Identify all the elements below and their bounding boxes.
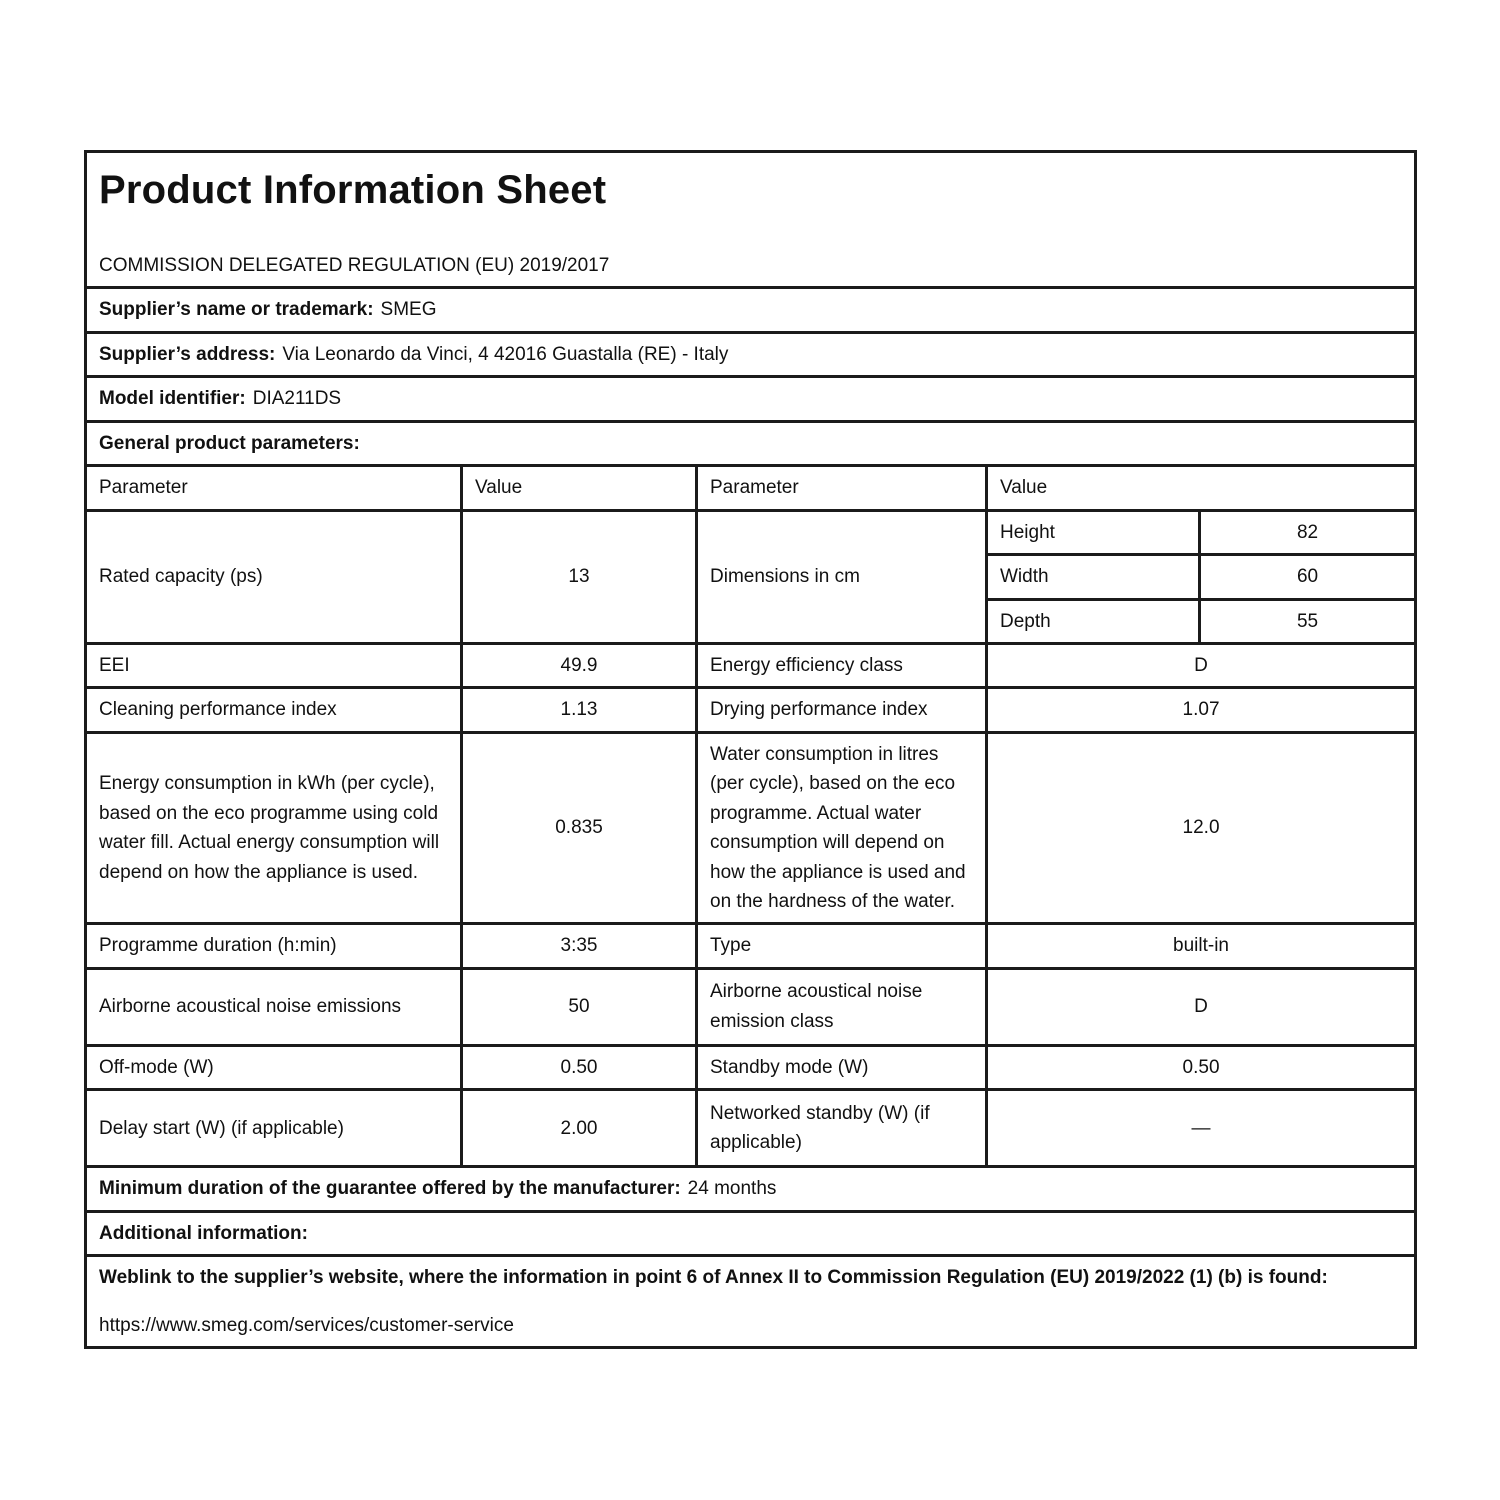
table-row-consumption: [86, 732, 1416, 924]
dim-height-value: 82: [1200, 510, 1416, 554]
dim-height-label: Height: [987, 510, 1200, 554]
param-standby-mode: Standby mode (W): [697, 1045, 987, 1089]
dim-width-value: 60: [1200, 555, 1416, 599]
supplier-name-row: [86, 288, 1416, 332]
additional-info-row: [86, 1211, 1416, 1255]
supplier-name-value: SMEG: [380, 299, 437, 321]
general-params-label: General product parameters:: [86, 421, 1416, 465]
header-value-1: Value: [462, 466, 697, 510]
param-networked-standby: Networked standby (W) (if applicable): [697, 1090, 987, 1167]
sheet-table: [84, 150, 1417, 1349]
guarantee-row: [86, 1167, 1416, 1211]
param-cleaning-index: Cleaning performance index: [86, 688, 462, 732]
page-title: Product Information Sheet: [99, 168, 607, 212]
param-noise-emissions: Airborne acoustical noise emissions: [86, 968, 462, 1045]
param-water-consumption: Water consumption in litres (per cycle), based on the eco programme. Actual water consumption will depend on how the appliance is used and on the hardness of the water.: [697, 732, 987, 924]
supplier-address-row: [86, 332, 1416, 376]
value-standby-mode: 0.50: [987, 1045, 1416, 1089]
param-eei: EEI: [86, 643, 462, 687]
additional-info-label: Additional information:: [86, 1211, 1416, 1255]
dim-width-label: Width: [987, 555, 1200, 599]
product-information-sheet: [84, 150, 1414, 1349]
dim-depth-value: 55: [1200, 599, 1416, 643]
value-noise-emissions: 50: [462, 968, 697, 1045]
dim-depth-label: Depth: [987, 599, 1200, 643]
table-row-noise: [86, 968, 1416, 1045]
param-dimensions: Dimensions in cm: [697, 510, 987, 643]
value-off-mode: 0.50: [462, 1045, 697, 1089]
table-row-cleaning: [86, 688, 1416, 732]
value-energy-consumption: 0.835: [462, 732, 697, 924]
supplier-address-value: Via Leonardo da Vinci, 4 42016 Guastalla (RE) - Italy: [282, 343, 729, 365]
guarantee-value: 24 months: [687, 1178, 777, 1200]
regulation-subtitle: COMMISSION DELEGATED REGULATION (EU) 2019/2017: [99, 255, 610, 276]
header-parameter-2: Parameter: [697, 466, 987, 510]
model-identifier-row: [86, 377, 1416, 421]
params-header-row: [86, 466, 1416, 510]
title-row: [86, 152, 1416, 288]
param-programme-duration: Programme duration (h:min): [86, 924, 462, 968]
table-row-delay: [86, 1090, 1416, 1167]
param-rated-capacity: Rated capacity (ps): [86, 510, 462, 643]
value-type: built-in: [987, 924, 1416, 968]
param-delay-start: Delay start (W) (if applicable): [86, 1090, 462, 1167]
table-row-capacity: [86, 510, 1416, 554]
supplier-name-label: Supplier’s name or trademark:: [99, 299, 374, 321]
model-identifier-value: DIA211DS: [252, 388, 342, 410]
value-eei: 49.9: [462, 643, 697, 687]
param-energy-consumption: Energy consumption in kWh (per cycle), based on the eco programme using cold water fill. Actual energy consumption will depend on how the appliance is used.: [86, 732, 462, 924]
weblink-label: Weblink to the supplier’s website, where the information in point 6 of Annex II to Commission Regulation (EU) 2019/2022 (1) (b) is found:: [99, 1267, 1328, 1289]
value-programme-duration: 3:35: [462, 924, 697, 968]
value-drying-index: 1.07: [987, 688, 1416, 732]
value-noise-class: D: [987, 968, 1416, 1045]
table-row-offmode: [86, 1045, 1416, 1089]
value-cleaning-index: 1.13: [462, 688, 697, 732]
model-identifier-label: Model identifier:: [99, 388, 246, 410]
weblink-url: https://www.smeg.com/services/customer-service: [99, 1314, 514, 1336]
param-off-mode: Off-mode (W): [86, 1045, 462, 1089]
weblink-row: [86, 1256, 1416, 1348]
header-parameter-1: Parameter: [86, 466, 462, 510]
value-delay-start: 2.00: [462, 1090, 697, 1167]
value-networked-standby: —: [987, 1090, 1416, 1167]
value-rated-capacity: 13: [462, 510, 697, 643]
table-row-eei: [86, 643, 1416, 687]
table-row-duration: [86, 924, 1416, 968]
value-water-consumption: 12.0: [987, 732, 1416, 924]
param-type: Type: [697, 924, 987, 968]
general-params-row: [86, 421, 1416, 465]
header-value-2: Value: [987, 466, 1416, 510]
param-drying-index: Drying performance index: [697, 688, 987, 732]
param-energy-class: Energy efficiency class: [697, 643, 987, 687]
guarantee-label: Minimum duration of the guarantee offered by the manufacturer:: [99, 1178, 681, 1200]
param-noise-class: Airborne acoustical noise emission class: [697, 968, 987, 1045]
value-energy-class: D: [987, 643, 1416, 687]
supplier-address-label: Supplier’s address:: [99, 343, 276, 365]
